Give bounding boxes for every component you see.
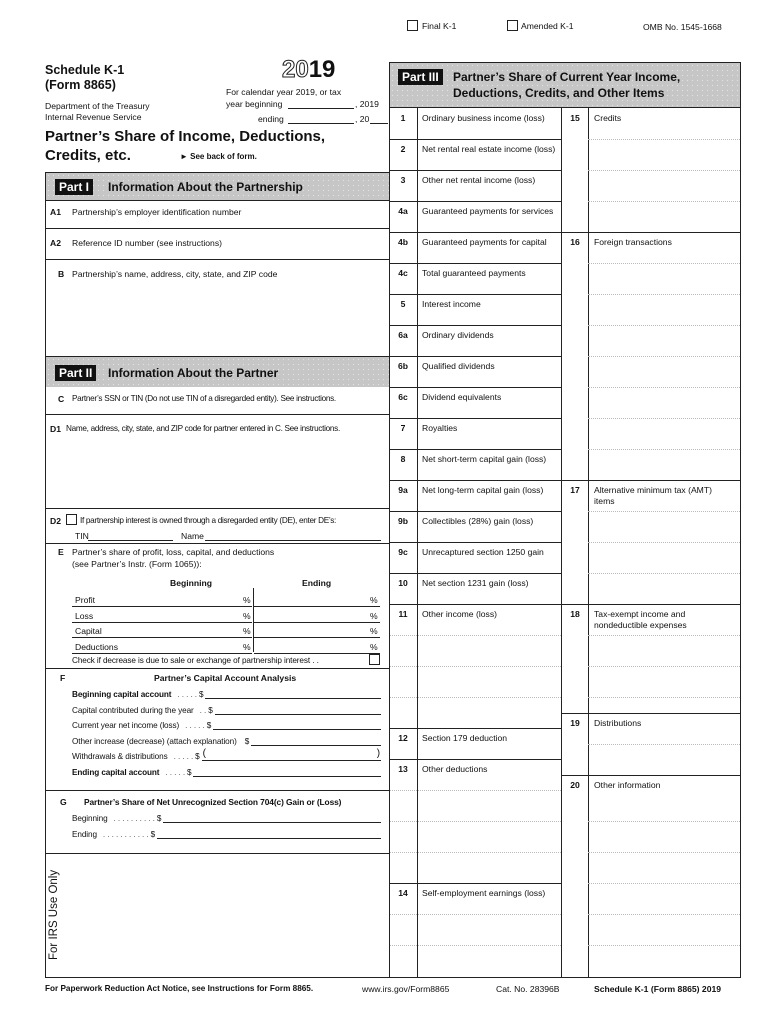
e-beginning-header: Beginning	[170, 578, 213, 588]
box-number: 9c	[398, 547, 408, 557]
form-title-line1: Partner’s Share of Income, Deductions,	[45, 128, 326, 145]
e-ending-field[interactable]	[254, 622, 380, 623]
line-row	[588, 294, 740, 295]
e-code: E	[58, 547, 64, 557]
line-row	[588, 542, 740, 543]
line-row	[561, 480, 740, 481]
e-beginning-pct: %	[243, 641, 251, 652]
a1-code: A1	[50, 207, 61, 217]
left-box	[45, 172, 390, 978]
line-row	[588, 573, 740, 574]
e-row-label: Profit	[75, 595, 96, 605]
line-row	[390, 945, 561, 946]
f-row	[72, 702, 381, 715]
e-ending-field[interactable]	[254, 653, 380, 654]
g-row	[72, 810, 381, 823]
line-row	[561, 775, 740, 776]
box-number: 4a	[398, 206, 408, 216]
box-number: 12	[398, 733, 408, 743]
box-label: Other income (loss)	[422, 609, 497, 619]
f-amount-field[interactable]	[251, 735, 381, 746]
form-title-line2: Credits, etc.	[45, 147, 131, 164]
box-number: 19	[570, 717, 580, 728]
e-row-label: Loss	[75, 610, 94, 621]
box-number: 6a	[398, 330, 408, 340]
f-amount-field[interactable]	[193, 766, 381, 777]
e-beginning-pct: %	[243, 626, 251, 636]
ending-year-field[interactable]	[370, 123, 388, 124]
irs-use-only: For IRS Use Only	[48, 869, 60, 960]
f-dollar-sign: $	[244, 736, 250, 746]
e-label: Partner’s share of profit, loss, capital, and deductions	[72, 547, 275, 557]
line-row	[588, 914, 740, 915]
box-number: 17	[570, 485, 580, 495]
box-number: 2	[400, 144, 406, 154]
c-label[interactable]: Partner’s SSN or TIN (Do not use TIN of a disregarded entity). See instructions.	[72, 394, 336, 403]
line-row	[588, 852, 740, 853]
f-code: F	[60, 673, 66, 683]
final-k1-checkbox[interactable]	[407, 20, 418, 31]
g-code: G	[60, 797, 67, 807]
line-row	[588, 449, 740, 450]
e-beginning-field[interactable]	[72, 622, 252, 623]
f-amount-field[interactable]	[202, 750, 381, 761]
box-label[interactable]: Distributions	[594, 717, 642, 728]
box-number: 18	[570, 609, 580, 619]
a1-label[interactable]: Partnership’s employer identification number	[72, 207, 242, 217]
part2-title: Information About the Partner	[108, 366, 279, 380]
e-beginning-pct: %	[243, 595, 251, 605]
line-row	[390, 914, 561, 915]
line-row	[390, 790, 561, 791]
f-row-label: Beginning capital account	[72, 690, 172, 699]
box-number: 10	[398, 578, 408, 588]
box-label[interactable]: Other information	[594, 779, 661, 790]
box-number: 7	[400, 423, 406, 433]
d2-code: D2	[50, 516, 61, 526]
box-label: Other net rental income (loss)	[422, 175, 536, 185]
e-ending-pct: %	[370, 610, 378, 621]
e-sublabel: (see Partner’s Instr. (Form 1065)):	[72, 559, 202, 569]
box-label: Dividend equivalents	[422, 392, 502, 402]
box-number: 1	[400, 113, 406, 123]
line-row	[588, 387, 740, 388]
year-bold: 19	[308, 56, 336, 83]
box-label: Net rental real estate income (loss)	[422, 144, 556, 154]
e-ending-field[interactable]	[254, 606, 380, 607]
year-beginning-label: year beginning	[226, 99, 283, 109]
g-title: Partner’s Share of Net Unrecognized Section 704(c) Gain or (Loss)	[84, 797, 342, 807]
part3-title-line2: Deductions, Credits, and Other Items	[453, 86, 665, 100]
line-row	[390, 852, 561, 853]
e-ending-pct: %	[370, 641, 378, 652]
line-row	[588, 139, 740, 140]
amended-k1-checkbox[interactable]	[507, 20, 518, 31]
line-row	[588, 356, 740, 357]
f-amount-field[interactable]	[213, 719, 381, 730]
box-number: 16	[570, 237, 580, 247]
box-label: Interest income	[422, 299, 481, 309]
paren-close: )	[376, 748, 380, 760]
box-number: 14	[398, 888, 408, 898]
f-dollar-sign: $	[195, 752, 200, 762]
line-row	[561, 232, 740, 233]
see-back: ► See back of form.	[180, 152, 257, 161]
box-label: Ordinary business income (loss)	[422, 113, 545, 123]
e-ending-pct: %	[370, 626, 378, 636]
e-beginning-field[interactable]	[72, 606, 252, 607]
f-dollar-sign: $	[208, 705, 213, 715]
line-row	[588, 744, 740, 745]
f-dollar-sign: $	[187, 768, 192, 777]
paren-open: (	[202, 748, 206, 760]
d2-tin-label: TIN	[75, 531, 89, 541]
irs-name: Internal Revenue Service	[45, 112, 142, 122]
dept-treasury: Department of the Treasury	[45, 101, 150, 111]
e-row-label: Capital	[75, 626, 102, 636]
box-number: 15	[570, 113, 580, 123]
box-label: Guaranteed payments for services	[422, 206, 554, 216]
part2-tag: Part II	[55, 365, 96, 381]
f-row-label: Withdrawals & distributions	[72, 752, 168, 762]
f-row	[72, 717, 381, 730]
box-number: 20	[570, 779, 580, 790]
line-row	[390, 697, 561, 698]
box-number: 6c	[398, 392, 408, 402]
part3-title-line1: Partner’s Share of Current Year Income,	[453, 70, 681, 84]
f-row-label: Other increase (decrease) (attach explanation)	[72, 736, 237, 746]
e-beginning-field[interactable]	[72, 637, 252, 638]
box-label: Self-employment earnings (loss)	[422, 888, 546, 898]
box-label[interactable]: Alternative minimum tax (AMT) items	[594, 485, 712, 506]
footer-form-id: Schedule K-1 (Form 8865) 2019	[594, 984, 722, 994]
box-label: Net section 1231 gain (loss)	[422, 578, 529, 588]
box-label: Ordinary dividends	[422, 330, 494, 340]
amended-k1-label: Amended K-1	[521, 21, 574, 31]
line-row	[588, 201, 740, 202]
footer-notice: For Paperwork Reduction Act Notice, see Instructions for Form 8865.	[45, 984, 314, 993]
e-ending-header: Ending	[302, 578, 332, 588]
f-row	[72, 764, 381, 777]
line-row	[588, 418, 740, 419]
box-number: 11	[398, 609, 408, 619]
box-number: 8	[400, 454, 406, 464]
box-label: Guaranteed payments for capital	[422, 237, 547, 247]
d2-name-field[interactable]	[205, 540, 381, 541]
box-label[interactable]: Foreign transactions	[594, 237, 672, 247]
f-row-dots: . . . . .	[165, 768, 185, 777]
d2-label: If partnership interest is owned through a disregarded entity (DE), enter DE’s:	[80, 516, 337, 525]
box-label: Total guaranteed payments	[422, 268, 526, 278]
f-row-dots: . . . . .	[177, 690, 197, 699]
line-row	[390, 821, 561, 822]
part1-title: Information About the Partnership	[108, 180, 303, 194]
line-row	[588, 635, 740, 636]
line-row	[588, 325, 740, 326]
f-amount-field[interactable]	[205, 688, 381, 699]
a2-code: A2	[50, 238, 61, 248]
box-label: Royalties	[422, 423, 458, 433]
box-label: Net short-term capital gain (loss)	[422, 454, 547, 464]
tax-year	[282, 56, 335, 84]
g-row-dots: . . . . . . . . . .	[113, 814, 155, 823]
omb-number: OMB No. 1545-1668	[643, 22, 722, 32]
box-number: 9b	[397, 516, 409, 526]
year-beginning-field[interactable]	[288, 108, 354, 109]
form-number: (Form 8865)	[45, 78, 116, 92]
g-row-label: Beginning	[72, 814, 108, 823]
box-label[interactable]: Tax-exempt income and nondeductible expenses	[594, 609, 687, 630]
g-amount-field[interactable]	[163, 812, 381, 823]
part3-tag: Part III	[398, 69, 443, 85]
f-row-label: Capital contributed during the year	[72, 705, 194, 715]
calendar-year-text: For calendar year 2019, or tax	[226, 87, 342, 97]
d2-name-label: Name	[181, 531, 204, 541]
f-row-dots: . . . . .	[173, 752, 194, 762]
f-row	[72, 686, 381, 699]
f-row-dots: . .	[199, 705, 207, 715]
f-amount-field[interactable]	[215, 704, 381, 715]
line-row	[588, 263, 740, 264]
b-label[interactable]: Partnership’s name, address, city, state, and ZIP code	[72, 269, 278, 279]
ending-suffix: , 20	[355, 114, 370, 124]
d2-checkbox[interactable]	[66, 514, 77, 525]
line-row	[588, 945, 740, 946]
f-row-label: Current year net income (loss)	[72, 721, 180, 731]
f-dollar-sign: $	[198, 690, 204, 699]
line-row	[588, 511, 740, 512]
f-title: Partner’s Capital Account Analysis	[154, 673, 297, 683]
g-row-label: Ending	[72, 829, 97, 839]
ending-label: ending	[258, 114, 284, 124]
g-row	[72, 826, 381, 839]
box-number: 4b	[397, 237, 409, 247]
e-sale-check-label: Check if decrease is due to sale or exchange of partnership interest . .	[72, 656, 319, 665]
d2-tin-field[interactable]	[88, 540, 173, 541]
e-row-label: Deductions	[75, 641, 118, 652]
line-row	[588, 697, 740, 698]
final-k1-label: Final K-1	[422, 21, 457, 31]
box-number: 5	[400, 299, 406, 309]
line-row	[561, 604, 740, 605]
footer-cat-no: Cat. No. 28396B	[496, 984, 560, 994]
box-number: 9a	[398, 485, 408, 495]
f-dollar-sign: $	[206, 721, 212, 731]
e-sale-checkbox[interactable]	[369, 654, 380, 665]
box-label[interactable]: Credits	[594, 113, 622, 123]
e-ending-field[interactable]	[254, 637, 380, 638]
line-row	[588, 821, 740, 822]
g-row-dots: . . . . . . . . . . .	[102, 829, 149, 839]
g-dollar-sign: $	[150, 829, 156, 839]
ending-field[interactable]	[288, 123, 354, 124]
box-number: 6b	[397, 361, 409, 371]
e-ending-pct: %	[370, 595, 378, 605]
line-row	[390, 666, 561, 667]
line-row	[588, 170, 740, 171]
footer-url[interactable]: www.irs.gov/Form8865	[362, 984, 450, 994]
g-dollar-sign: $	[156, 814, 162, 823]
e-beginning-pct: %	[243, 610, 251, 621]
year-outline: 20	[282, 56, 309, 83]
a2-label[interactable]: Reference ID number (see instructions)	[72, 238, 222, 248]
c-code: C	[58, 394, 65, 404]
f-row-dots: . . . . .	[185, 721, 205, 731]
box-label: Other deductions	[422, 764, 488, 774]
b-code: B	[58, 269, 65, 279]
box-number: 3	[400, 175, 406, 185]
box-label: Collectibles (28%) gain (loss)	[422, 516, 534, 526]
e-beginning-field[interactable]	[72, 653, 252, 654]
box-number: 4c	[398, 268, 408, 278]
line-row	[390, 635, 561, 636]
schedule-title: Schedule K-1	[45, 63, 125, 77]
f-row	[72, 748, 381, 761]
f-row-label: Ending capital account	[72, 768, 160, 777]
box-label: Section 179 deduction	[422, 733, 508, 743]
box-number: 13	[398, 764, 408, 774]
box-label: Unrecaptured section 1250 gain	[422, 547, 544, 557]
f-row	[72, 733, 381, 746]
g-amount-field[interactable]	[157, 828, 381, 839]
d1-code: D1	[50, 424, 61, 434]
box-label: Qualified dividends	[422, 361, 495, 371]
d1-label[interactable]: Name, address, city, state, and ZIP code for partner entered in C. See instructions.	[66, 424, 340, 433]
box-label: Net long-term capital gain (loss)	[422, 485, 544, 495]
beginning-suffix: , 2019	[355, 99, 379, 109]
line-row	[588, 883, 740, 884]
line-row	[561, 713, 740, 714]
line-row	[588, 666, 740, 667]
part1-tag: Part I	[55, 179, 93, 195]
